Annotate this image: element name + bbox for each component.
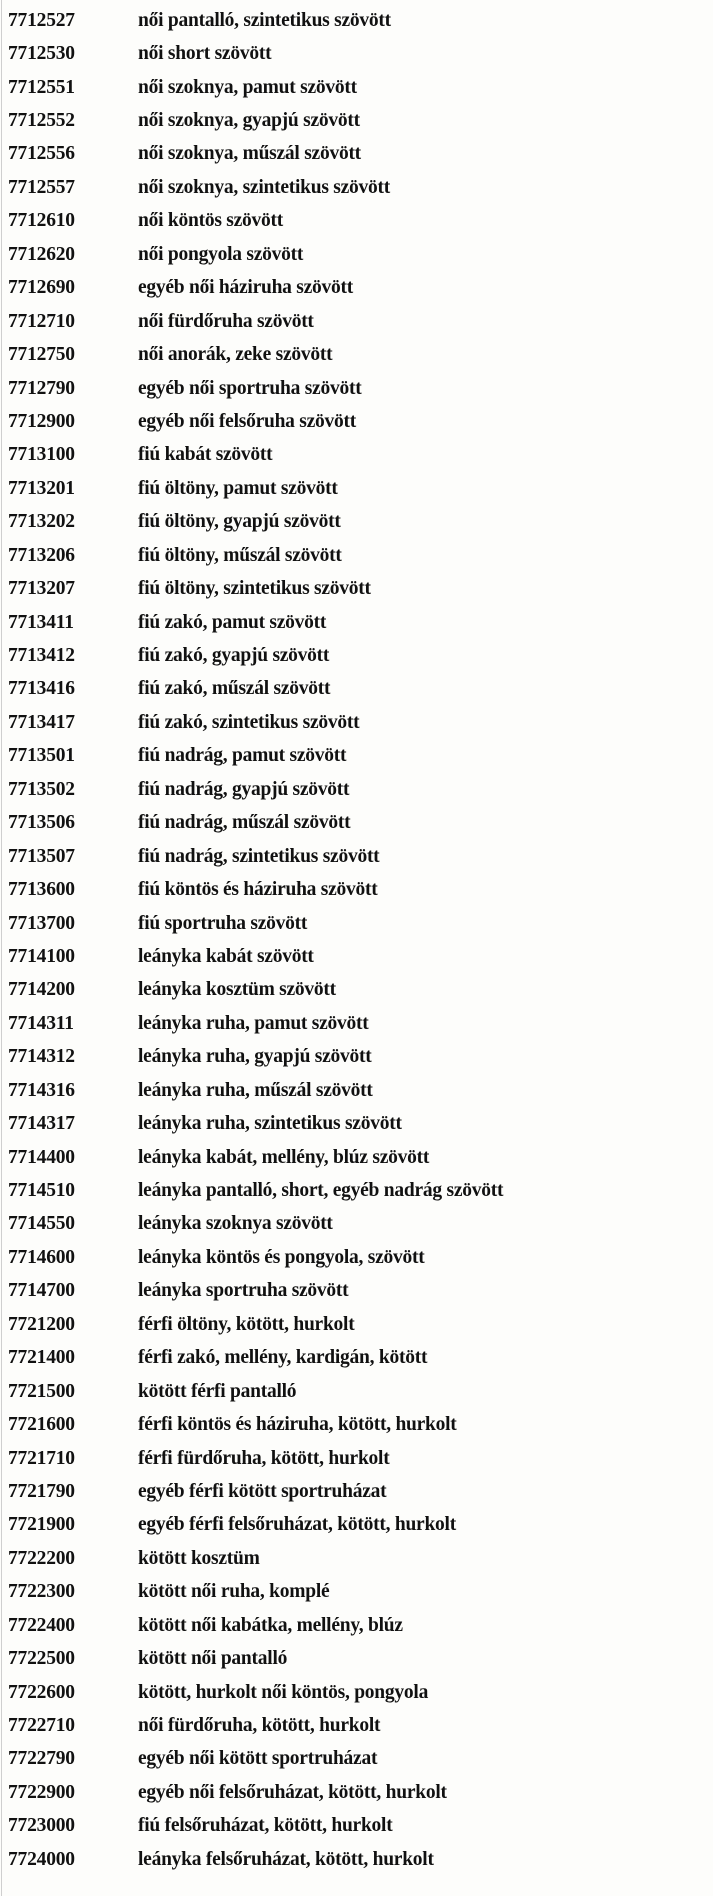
table-row	[0, 338, 713, 371]
table-row	[0, 740, 713, 773]
table-row	[0, 1041, 713, 1074]
product-description: egyéb női kötött sportruházat	[138, 1748, 378, 1770]
product-code: 7721500	[8, 1380, 75, 1402]
table-row	[0, 439, 713, 472]
table-row	[0, 37, 713, 70]
product-description: női short szövött	[138, 43, 272, 65]
product-code: 7714600	[8, 1246, 75, 1268]
product-code: 7722400	[8, 1614, 75, 1636]
table-row	[0, 372, 713, 405]
product-code: 7714100	[8, 945, 75, 967]
table-row	[0, 305, 713, 338]
product-code: 7713506	[8, 812, 75, 834]
product-code: 7713411	[8, 611, 74, 633]
product-description: női köntös szövött	[138, 210, 284, 232]
product-code: 7714316	[8, 1079, 75, 1101]
product-code: 7712557	[8, 176, 75, 198]
product-code: 7721200	[8, 1313, 75, 1335]
table-row	[0, 606, 713, 639]
product-code: 7714311	[8, 1012, 74, 1034]
table-row	[0, 974, 713, 1007]
product-description: férfi köntös és háziruha, kötött, hurkolt	[138, 1414, 457, 1436]
product-description: kötött női ruha, komplé	[138, 1581, 330, 1603]
product-code: 7712690	[8, 277, 75, 299]
table-row	[0, 1843, 713, 1876]
table-row	[0, 940, 713, 973]
table-row	[0, 1308, 713, 1341]
table-row	[0, 1642, 713, 1675]
product-description: leányka ruha, szintetikus szövött	[138, 1113, 402, 1135]
product-description: női szoknya, pamut szövött	[138, 76, 357, 98]
product-description: leányka ruha, műszál szövött	[138, 1079, 373, 1101]
product-description: női szoknya, műszál szövött	[138, 143, 361, 165]
table-row	[0, 4, 713, 37]
table-row	[0, 1542, 713, 1575]
table-row	[0, 1208, 713, 1241]
table-row	[0, 873, 713, 906]
product-code: 7714400	[8, 1146, 75, 1168]
product-description: fiú öltöny, pamut szövött	[138, 477, 338, 499]
product-description: fiú nadrág, műszál szövött	[138, 812, 351, 834]
table-row	[0, 1509, 713, 1542]
table-row	[0, 907, 713, 940]
product-description: leányka ruha, gyapjú szövött	[138, 1046, 372, 1068]
table-row	[0, 1475, 713, 1508]
table-row	[0, 472, 713, 505]
product-code: 7724000	[8, 1848, 75, 1870]
table-row	[0, 506, 713, 539]
table-row	[0, 1810, 713, 1843]
product-code: 7712900	[8, 410, 75, 432]
product-description: fiú öltöny, gyapjú szövött	[138, 511, 341, 533]
table-row	[0, 1107, 713, 1140]
table-row	[0, 71, 713, 104]
product-description: női anorák, zeke szövött	[138, 344, 333, 366]
table-row	[0, 1275, 713, 1308]
product-code: 7713501	[8, 745, 75, 767]
product-description: női szoknya, gyapjú szövött	[138, 110, 360, 132]
product-description: fiú felsőruházat, kötött, hurkolt	[138, 1815, 393, 1837]
table-row	[0, 773, 713, 806]
product-code-table	[0, 4, 713, 1877]
product-code: 7713412	[8, 645, 75, 667]
product-description: kötött kosztüm	[138, 1547, 260, 1569]
table-row	[0, 807, 713, 840]
product-code: 7712620	[8, 243, 75, 265]
product-description: egyéb női háziruha szövött	[138, 277, 354, 299]
product-description: fiú öltöny, szintetikus szövött	[138, 578, 371, 600]
table-row	[0, 1174, 713, 1207]
table-row	[0, 1342, 713, 1375]
product-description: fiú sportruha szövött	[138, 912, 308, 934]
product-code: 7721400	[8, 1347, 75, 1369]
product-description: leányka pantalló, short, egyéb nadrág szövött	[138, 1180, 504, 1202]
table-row	[0, 706, 713, 739]
product-description: kötött férfi pantalló	[138, 1380, 297, 1402]
table-row	[0, 171, 713, 204]
product-description: egyéb női felsőruha szövött	[138, 410, 357, 432]
table-row	[0, 205, 713, 238]
product-code: 7722200	[8, 1547, 75, 1569]
product-description: fiú kabát szövött	[138, 444, 273, 466]
product-description: leányka ruha, pamut szövött	[138, 1012, 369, 1034]
table-row	[0, 405, 713, 438]
product-description: fiú nadrág, szintetikus szövött	[138, 845, 380, 867]
product-code: 7712552	[8, 110, 75, 132]
product-code: 7721900	[8, 1514, 75, 1536]
product-code: 7722790	[8, 1748, 75, 1770]
product-code: 7714510	[8, 1180, 75, 1202]
table-row	[0, 840, 713, 873]
product-code: 7713417	[8, 711, 75, 733]
product-code: 7721710	[8, 1447, 75, 1469]
product-code: 7713507	[8, 845, 75, 867]
product-code: 7712790	[8, 377, 75, 399]
product-description: egyéb női sportruha szövött	[138, 377, 362, 399]
product-code: 7722300	[8, 1581, 75, 1603]
product-description: kötött női kabátka, mellény, blúz	[138, 1614, 403, 1636]
table-row	[0, 572, 713, 605]
product-code: 7713202	[8, 511, 75, 533]
table-row	[0, 1709, 713, 1742]
product-description: leányka kosztüm szövött	[138, 979, 336, 1001]
product-description: fiú zakó, műszál szövött	[138, 678, 331, 700]
product-description: női fürdőruha, kötött, hurkolt	[138, 1715, 381, 1737]
product-code: 7712551	[8, 76, 75, 98]
product-code: 7713100	[8, 444, 75, 466]
product-code: 7712750	[8, 344, 75, 366]
product-description: fiú öltöny, műszál szövött	[138, 544, 342, 566]
product-code: 7713600	[8, 879, 75, 901]
product-description: fiú zakó, pamut szövött	[138, 611, 327, 633]
product-code: 7722500	[8, 1648, 75, 1670]
product-code: 7722900	[8, 1781, 75, 1803]
product-description: női fürdőruha szövött	[138, 310, 314, 332]
table-row	[0, 1743, 713, 1776]
product-code: 7712610	[8, 210, 75, 232]
product-code: 7714700	[8, 1280, 75, 1302]
product-description: fiú köntös és háziruha szövött	[138, 879, 378, 901]
product-description: női pongyola szövött	[138, 243, 304, 265]
product-code: 7713700	[8, 912, 75, 934]
product-code: 7714317	[8, 1113, 75, 1135]
product-description: leányka sportruha szövött	[138, 1280, 349, 1302]
table-row	[0, 1408, 713, 1441]
product-code: 7712710	[8, 310, 75, 332]
table-row	[0, 1576, 713, 1609]
product-code: 7713201	[8, 477, 75, 499]
table-row	[0, 138, 713, 171]
product-code: 7713502	[8, 778, 75, 800]
product-description: egyéb férfi kötött sportruházat	[138, 1480, 387, 1502]
product-code: 7721790	[8, 1480, 75, 1502]
product-description: egyéb férfi felsőruházat, kötött, hurkolt	[138, 1514, 456, 1536]
table-row	[0, 1141, 713, 1174]
product-code: 7714312	[8, 1046, 75, 1068]
table-row	[0, 1776, 713, 1809]
table-row	[0, 272, 713, 305]
product-code: 7714200	[8, 979, 75, 1001]
table-row	[0, 1676, 713, 1709]
product-description: férfi öltöny, kötött, hurkolt	[138, 1313, 355, 1335]
table-row	[0, 1007, 713, 1040]
product-description: fiú nadrág, gyapjú szövött	[138, 778, 350, 800]
product-code: 7712527	[8, 9, 75, 31]
product-description: leányka szoknya szövött	[138, 1213, 333, 1235]
table-row	[0, 104, 713, 137]
product-description: egyéb női felsőruházat, kötött, hurkolt	[138, 1781, 447, 1803]
product-description: kötött, hurkolt női köntös, pongyola	[138, 1681, 429, 1703]
table-row	[0, 539, 713, 572]
table-row	[0, 639, 713, 672]
product-description: fiú zakó, szintetikus szövött	[138, 711, 360, 733]
table-row	[0, 1375, 713, 1408]
product-description: leányka kabát szövött	[138, 945, 314, 967]
table-row	[0, 1609, 713, 1642]
product-code: 7714550	[8, 1213, 75, 1235]
product-description: női pantalló, szintetikus szövött	[138, 9, 391, 31]
product-code: 7713416	[8, 678, 75, 700]
table-row	[0, 673, 713, 706]
product-description: kötött női pantalló	[138, 1648, 288, 1670]
product-code: 7723000	[8, 1815, 75, 1837]
product-description: férfi fürdőruha, kötött, hurkolt	[138, 1447, 390, 1469]
product-description: fiú zakó, gyapjú szövött	[138, 645, 330, 667]
product-code: 7713206	[8, 544, 75, 566]
table-row	[0, 1241, 713, 1274]
product-description: női szoknya, szintetikus szövött	[138, 176, 391, 198]
table-row	[0, 1074, 713, 1107]
product-description: leányka köntös és pongyola, szövött	[138, 1246, 425, 1268]
product-code: 7722710	[8, 1715, 75, 1737]
product-description: fiú nadrág, pamut szövött	[138, 745, 347, 767]
product-description: leányka felsőruházat, kötött, hurkolt	[138, 1848, 434, 1870]
product-description: leányka kabát, mellény, blúz szövött	[138, 1146, 430, 1168]
table-row	[0, 1442, 713, 1475]
product-code: 7713207	[8, 578, 75, 600]
product-code: 7722600	[8, 1681, 75, 1703]
table-row	[0, 238, 713, 271]
product-description: férfi zakó, mellény, kardigán, kötött	[138, 1347, 428, 1369]
product-code: 7712530	[8, 43, 75, 65]
product-code: 7712556	[8, 143, 75, 165]
product-code: 7721600	[8, 1414, 75, 1436]
